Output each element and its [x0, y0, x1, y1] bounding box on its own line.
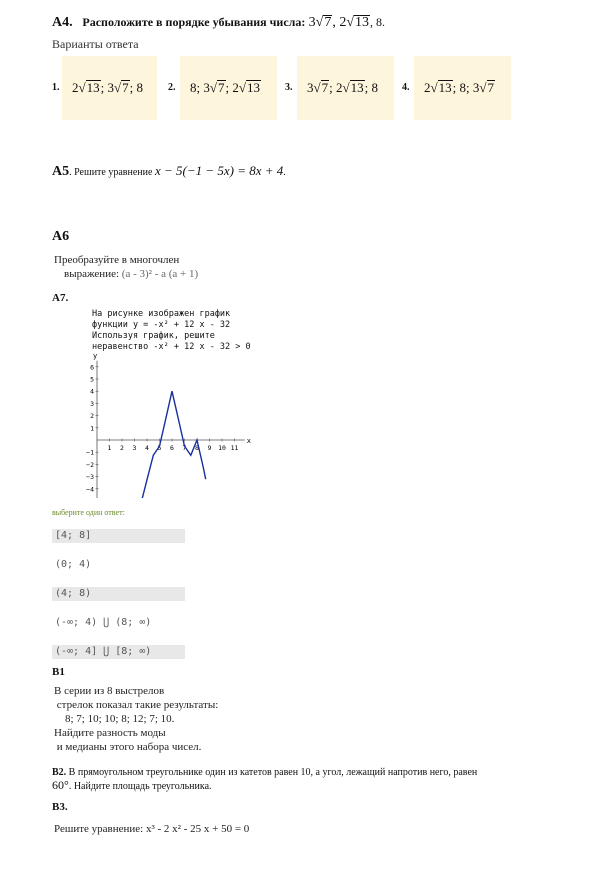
b3-equation: x³ - 2 x² - 25 x + 50 = 0: [145, 823, 250, 835]
option-value: 8; 3√7; 2√13: [190, 80, 261, 95]
option-number: 1.: [52, 82, 60, 93]
radicand: 13: [86, 80, 100, 95]
x-tick-label: 7: [182, 444, 187, 452]
y-tick-label: −1: [86, 448, 94, 457]
option-number: 2.: [168, 82, 176, 93]
option-number: 3.: [285, 82, 293, 93]
a4-question-text: Расположите в порядке убывания числа:: [82, 15, 306, 29]
radicand: 7: [218, 80, 225, 95]
b1-text: [54, 684, 218, 754]
a7-text-line: Используя график, решите: [92, 331, 215, 341]
a6-line2: [64, 267, 198, 281]
a4-numbers: 3√7, 2√13, 8.: [308, 15, 386, 30]
option-part: ; 3: [100, 80, 115, 95]
y-tick-label: [86, 498, 94, 499]
b2-label: B2.: [52, 767, 67, 778]
radicand: 13: [350, 80, 364, 95]
a5-label: A5: [52, 164, 70, 179]
radicand: 7: [122, 80, 129, 95]
a4-question: [52, 14, 385, 31]
choose-label: выберите один ответ:: [52, 508, 125, 517]
a7-text-line: На рисунке изображен график: [92, 309, 231, 319]
a6-prefix: выражение:: [64, 268, 122, 280]
b1-line: В серии из 8 выстрелов: [54, 685, 165, 697]
a5-equation: x − 5(−1 − 5x) = 8x + 4: [154, 163, 284, 178]
x-tick-label: 6: [170, 444, 174, 452]
answer-option-3[interactable]: [297, 56, 394, 120]
y-tick-label: 1: [90, 424, 94, 433]
radicand: 13: [247, 80, 261, 95]
a7-text-line: неравенство -x² + 12 x - 32 > 0: [92, 342, 251, 352]
y-tick-label: 3: [90, 399, 94, 408]
b3-question: [54, 822, 249, 836]
b2-text: В прямоугольном треугольнике один из катетов равен 10, а угол, лежащий напротив него, равен: [66, 767, 478, 778]
answer-option[interactable]: (4; 8): [52, 587, 185, 601]
option-part: ; 8: [129, 80, 144, 95]
b3-label: B3.: [52, 801, 68, 813]
option-part: ; 8: [364, 80, 379, 95]
a5-text: . Решите уравнение: [69, 167, 153, 178]
y-tick-label: −4: [86, 485, 94, 494]
x-tick-label: 10: [218, 444, 226, 452]
x-tick-label: 3: [132, 444, 137, 452]
y-tick-label: 4: [90, 387, 94, 396]
b1-line: 8; 7; 10; 10; 8; 12; 7; 10.: [54, 713, 175, 725]
option-part: 8; 3: [190, 80, 210, 95]
x-axis-label: x: [246, 437, 251, 445]
answer-option[interactable]: (0; 4): [55, 559, 92, 570]
radicand: 13: [355, 15, 370, 30]
a6-line1: Преобразуйте в многочлен: [54, 254, 180, 266]
option-part: ; 8; 3: [452, 80, 480, 95]
answer-option-4[interactable]: [414, 56, 511, 120]
answers-caption: Варианты ответа: [52, 37, 139, 51]
option-value: 3√7; 2√13; 8: [307, 80, 379, 95]
answer-option[interactable]: (-∞; 4] ⋃ [8; ∞): [52, 645, 185, 659]
radicand: 7: [324, 15, 332, 30]
y-tick-label: 5: [90, 375, 94, 384]
a6-label: A6: [52, 229, 70, 244]
b2-tail: . Найдите площадь треугольника.: [68, 781, 212, 792]
coef: 3: [308, 15, 316, 30]
x-tick-label: 2: [120, 444, 124, 452]
answer-option[interactable]: [4; 8]: [52, 529, 185, 543]
a7-label: A7.: [52, 292, 69, 304]
y-tick-label: 6: [90, 363, 94, 372]
radicand: 13: [438, 80, 452, 95]
coef: , 2: [332, 15, 347, 30]
option-part: ; 2: [329, 80, 343, 95]
x-tick-label: 5: [157, 444, 162, 452]
b2-question: [52, 767, 552, 793]
parabola-chart: [80, 350, 255, 498]
x-tick-label: 4: [145, 444, 149, 452]
a7-text-line: функции y = -x² + 12 x - 32: [92, 320, 231, 330]
radicand: 7: [321, 80, 329, 95]
a6-expression: (a - 3)² - a (a + 1): [121, 268, 199, 280]
a7-text: [92, 309, 251, 353]
option-value: 2√13; 3√7; 8: [72, 80, 144, 95]
tail: , 8.: [370, 15, 386, 29]
option-value: 2√13; 8; 3√7: [424, 80, 495, 95]
option-part: 2: [424, 80, 431, 95]
x-tick-label: 11: [230, 444, 239, 452]
radicand: 7: [487, 80, 495, 95]
answer-option[interactable]: (-∞; 4) ⋃ (8; ∞): [55, 617, 152, 628]
a5-tail: .: [283, 167, 286, 178]
b2-angle: 60°: [52, 778, 69, 792]
b1-line: стрелок показал такие результаты:: [54, 699, 219, 711]
y-tick-label: −2: [86, 460, 94, 469]
b1-line: и медианы этого набора чисел.: [54, 741, 202, 753]
y-tick-label: −3: [86, 473, 94, 482]
x-tick-label: 9: [207, 444, 212, 452]
answer-option-2[interactable]: [180, 56, 277, 120]
a4-label: A4.: [52, 15, 73, 30]
a5-question: [52, 163, 286, 180]
b3-prefix: Решите уравнение:: [54, 823, 146, 835]
b1-label: B1: [52, 666, 65, 678]
y-axis-label: y: [93, 352, 98, 360]
option-number: 4.: [402, 82, 410, 93]
x-tick-label: 1: [107, 444, 112, 452]
x-tick-label: 8: [195, 444, 199, 452]
option-part: 2: [72, 80, 79, 95]
option-part: 3: [307, 80, 314, 95]
y-tick-label: 2: [90, 412, 94, 421]
answer-option-1[interactable]: [62, 56, 157, 120]
b1-line: Найдите разность моды: [54, 727, 166, 739]
option-part: ; 2: [225, 80, 239, 95]
